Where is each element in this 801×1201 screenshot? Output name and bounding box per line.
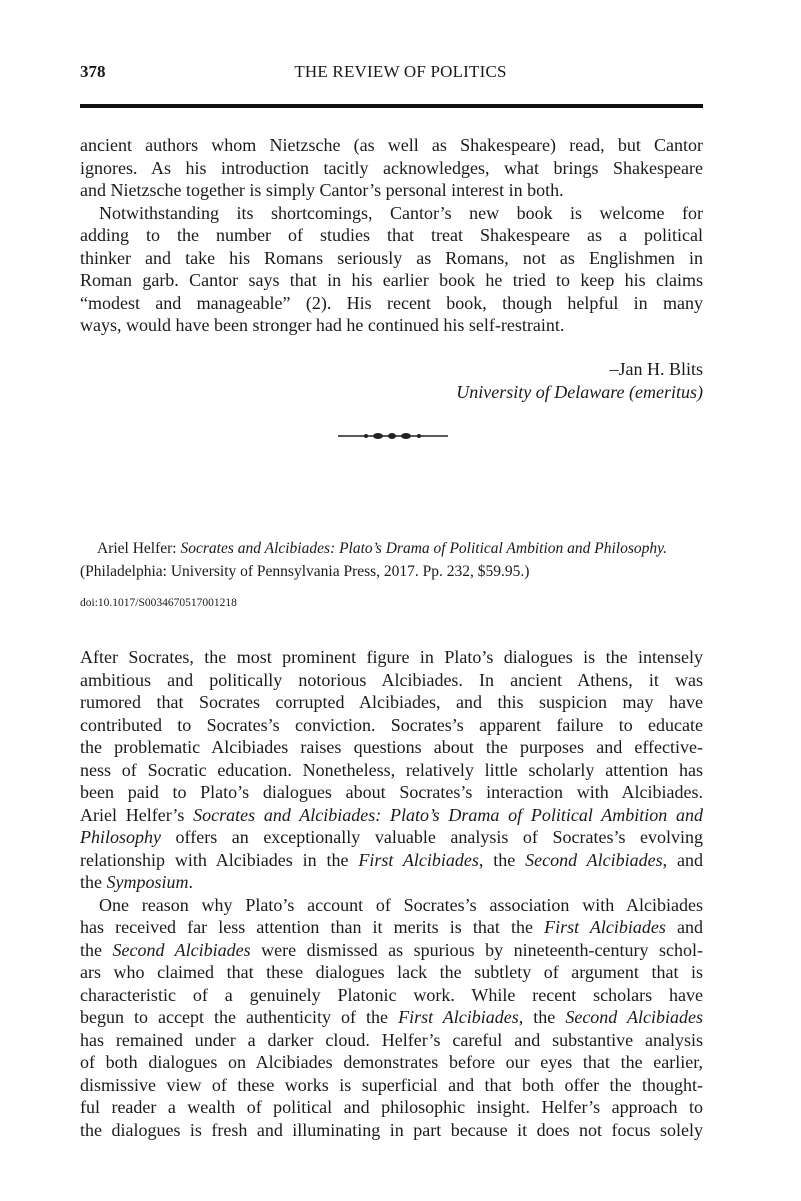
text-run: relationship with Alcibiades in the xyxy=(80,849,359,870)
reviewer-name: –Jan H. Blits xyxy=(609,359,703,379)
text-line xyxy=(80,984,703,1007)
text-run: the xyxy=(80,939,113,960)
doi[interactable]: doi:10.1017/S0034670517001218 xyxy=(80,597,237,609)
paragraph xyxy=(80,646,703,894)
text-run: adding to the number of studies that treat Shakespeare as a political xyxy=(80,225,703,245)
text-run: the dialogues is fresh and illuminating in part because it does not focus solely xyxy=(80,1119,703,1140)
text-line xyxy=(80,292,703,315)
text-run: , the xyxy=(478,849,526,870)
italic-title: First Alcibiades xyxy=(358,849,479,870)
text-run: ful reader a wealth of political and philosophic insight. Helfer’s approach to xyxy=(80,1097,703,1117)
text-line xyxy=(80,646,703,669)
text-run: , the xyxy=(518,1007,566,1027)
italic-title: First Alcibiades xyxy=(398,1007,519,1027)
text-run: rumored that Socrates corrupted Alcibiades, and this suspicion may have xyxy=(80,692,703,712)
text-run: Notwithstanding its shortcomings, Cantor’s new book is welcome for xyxy=(99,202,703,223)
text-line xyxy=(80,939,703,962)
text-line xyxy=(80,714,703,737)
text-line xyxy=(80,1051,703,1074)
text-line xyxy=(80,804,703,827)
text-run: One reason why Plato’s account of Socrates’s association with Alcibiades xyxy=(99,894,703,915)
text-run: contributed to Socrates’s conviction. Socrates’s apparent failure to educate xyxy=(80,714,703,735)
book-citation xyxy=(80,537,703,583)
text-line xyxy=(80,179,703,202)
paragraph xyxy=(80,202,703,337)
text-run: been paid to Plato’s dialogues about Socrates’s interaction with Alcibiades. xyxy=(80,782,703,802)
text-line xyxy=(80,916,703,939)
text-run: , and xyxy=(662,849,703,870)
text-line xyxy=(80,269,703,292)
running-title: THE REVIEW OF POLITICS xyxy=(294,62,507,81)
text-line xyxy=(80,247,703,270)
text-line xyxy=(80,871,703,894)
text-line xyxy=(80,1119,703,1142)
text-line xyxy=(80,157,703,180)
page-number: 378 xyxy=(80,62,106,81)
section-divider-ornament xyxy=(336,428,450,444)
text-line xyxy=(80,691,703,714)
text-line xyxy=(80,1074,703,1097)
signature xyxy=(80,358,703,403)
review-body xyxy=(80,646,703,1141)
text-line xyxy=(80,202,703,225)
text-run: Ariel Helfer’s xyxy=(80,804,194,825)
italic-title: First Alcibiades xyxy=(544,917,666,937)
text-line xyxy=(80,826,703,849)
text-line xyxy=(80,759,703,782)
text-line xyxy=(80,1029,703,1052)
header-rule xyxy=(80,104,703,108)
text-run: the problematic Alcibiades raises questions about the purposes and effective- xyxy=(80,737,703,757)
italic-title: Second Alcibiades xyxy=(525,849,663,870)
text-run: ignores. As his introduction tacitly acknowledges, what brings Shakespeare xyxy=(80,157,703,178)
text-line xyxy=(80,894,703,917)
italic-title: Socrates and Alcibiades: Plato’s Drama of Political Ambition and xyxy=(193,804,704,825)
text-run: has received far less attention than it merits is that the xyxy=(80,917,545,937)
book-author: Ariel Helfer: xyxy=(97,540,181,557)
italic-title: Second Alcibiades xyxy=(112,939,251,960)
text-run: “modest and manageable” (2). His recent book, though helpful in many xyxy=(80,292,703,313)
text-run: ars who claimed that these dialogues lack the subtlety of argument that is xyxy=(80,962,703,982)
text-line xyxy=(80,224,703,247)
text-run: ness of Socratic education. Nonetheless, relatively little scholarly attention has xyxy=(80,759,703,780)
text-run: ancient authors whom Nietzsche (as well as Shakespeare) read, but Cantor xyxy=(80,135,703,155)
book-title: Socrates and Alcibiades: Plato’s Drama of Political Ambition and Philosophy. xyxy=(180,540,668,557)
text-line xyxy=(80,736,703,759)
reviewer-affiliation: University of Delaware (emeritus) xyxy=(456,381,703,402)
text-run: thinker and take his Romans seriously as Romans, not as Englishmen in xyxy=(80,247,703,268)
text-run: dismissive view of these works is superficial and that both offer the thought- xyxy=(80,1074,703,1095)
text-run: . xyxy=(188,872,193,892)
text-run: ambitious and politically notorious Alcibiades. In ancient Athens, it was xyxy=(80,669,703,690)
italic-title: Symposium xyxy=(106,872,189,892)
review-conclusion xyxy=(80,134,703,337)
text-run: and Nietzsche together is simply Cantor’s personal interest in both. xyxy=(80,180,564,200)
text-run: has remained under a darker cloud. Helfer’s careful and substantive analysis xyxy=(80,1029,703,1050)
text-run: and xyxy=(665,917,703,937)
text-run: characteristic of a genuinely Platonic work. While recent scholars have xyxy=(80,984,703,1005)
text-line xyxy=(80,961,703,984)
text-line xyxy=(80,134,703,157)
text-run: ways, would have been stronger had he continued his self-restraint. xyxy=(80,315,565,335)
paragraph xyxy=(80,894,703,1142)
text-run: the xyxy=(80,872,107,892)
text-line xyxy=(80,314,703,337)
text-run: Roman garb. Cantor says that in his earlier book he tried to keep his claims xyxy=(80,270,703,290)
italic-title: Second Alcibiades xyxy=(565,1007,703,1027)
text-run: of both dialogues on Alcibiades demonstrates before our eyes that the earlier, xyxy=(80,1052,703,1072)
text-run: were dismissed as spurious by nineteenth-century schol- xyxy=(250,939,704,960)
text-line xyxy=(80,781,703,804)
text-run: begun to accept the authenticity of the xyxy=(80,1007,399,1027)
text-line xyxy=(80,849,703,872)
text-line xyxy=(80,1006,703,1029)
book-publication: (Philadelphia: University of Pennsylvania Press, 2017. Pp. 232, $59.95.) xyxy=(80,563,530,580)
text-line xyxy=(80,669,703,692)
text-run: offers an exceptionally valuable analysis of Socrates’s evolving xyxy=(161,827,703,847)
paragraph xyxy=(80,134,703,202)
text-line xyxy=(80,1096,703,1119)
italic-title: Philosophy xyxy=(80,827,161,847)
text-run: After Socrates, the most prominent figure in Plato’s dialogues is the intensely xyxy=(80,647,703,667)
